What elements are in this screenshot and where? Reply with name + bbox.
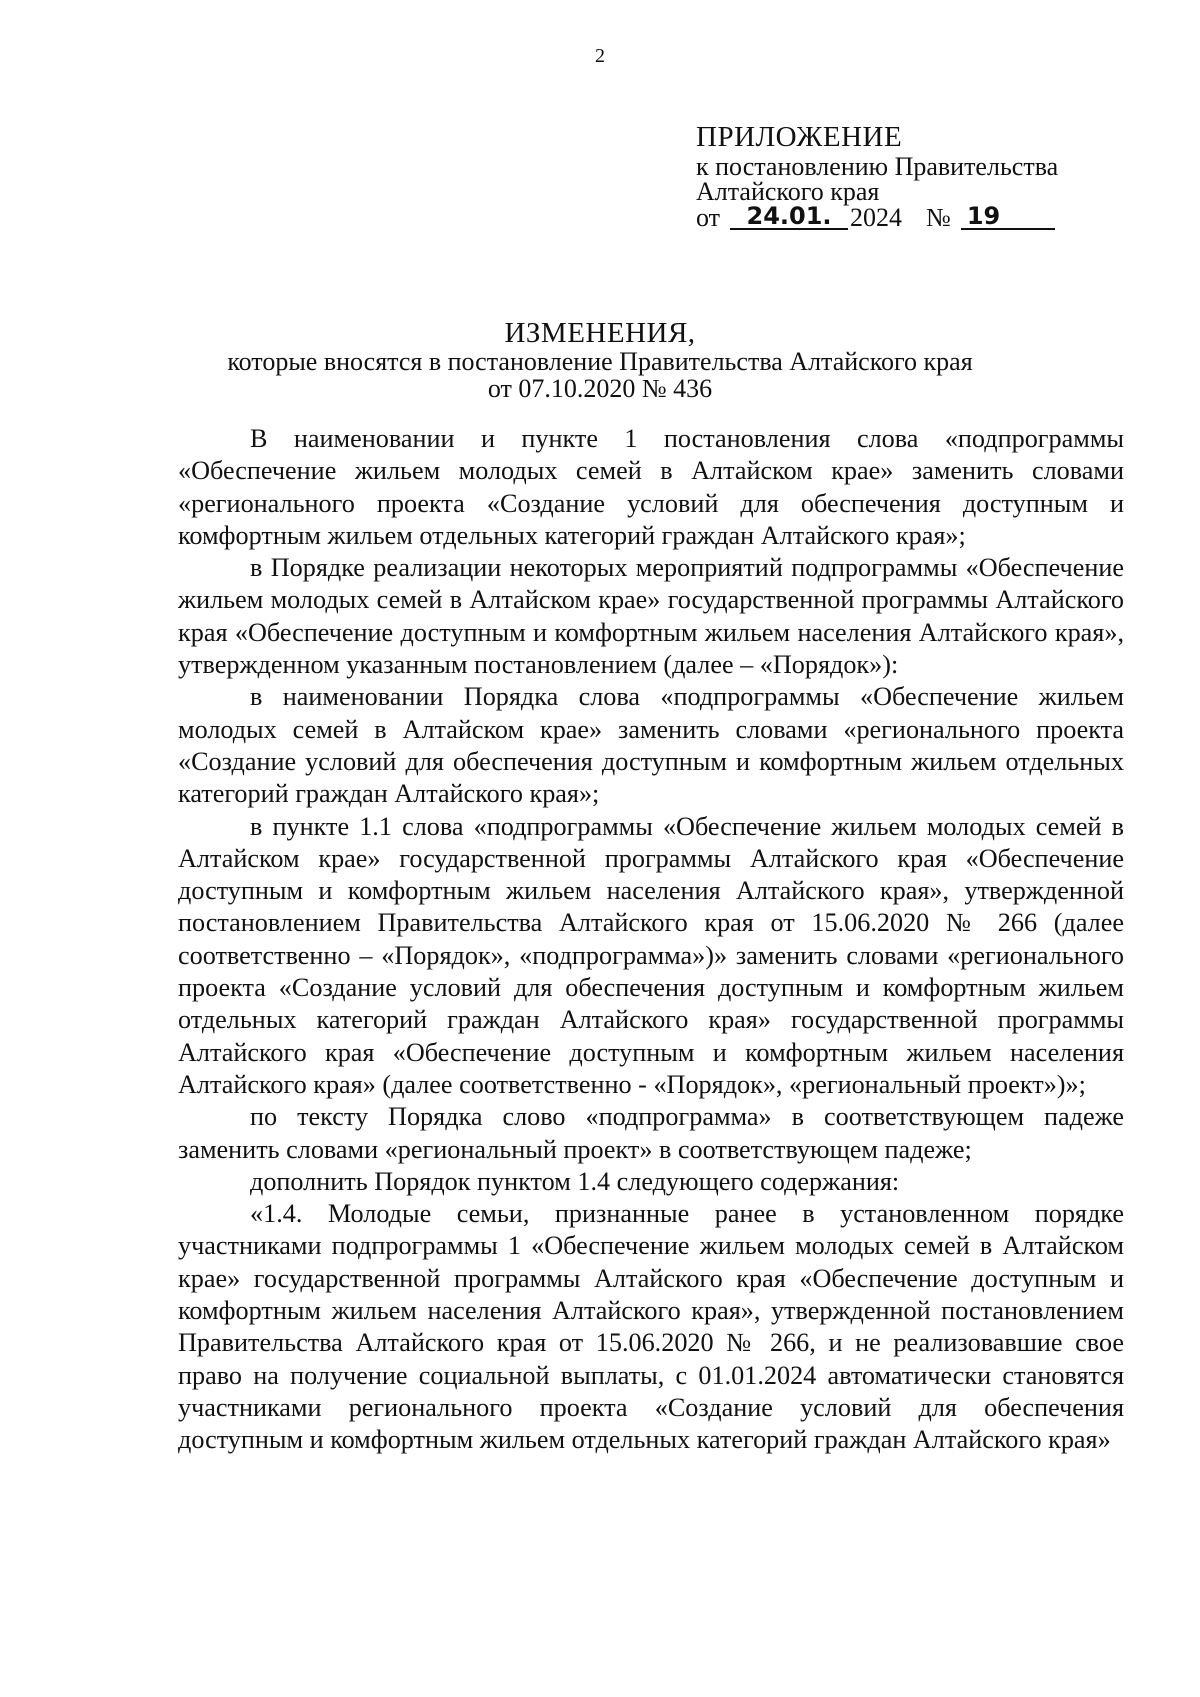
title-date-number: от 07.10.2020 № 436 bbox=[487, 374, 713, 403]
appendix-line-2: Алтайского края bbox=[696, 177, 880, 206]
page-number: 2 bbox=[595, 45, 605, 67]
date-prefix: от bbox=[696, 203, 721, 232]
date-year: 2024 bbox=[850, 203, 903, 232]
paragraph: в Порядке реализации некоторых мероприятий подпрограммы «Обеспечение жильем молодых семей в Алтайском крае» государственной программы Алтайского края «Обеспечение доступным и комфортным жильем населения Алтайского края», утвержденном указанным постановлением (далее – «Порядок»): bbox=[178, 553, 1124, 680]
title-main: ИЗМЕНЕНИЯ, bbox=[504, 317, 696, 349]
number-sign: № bbox=[926, 203, 951, 232]
appendix-line-1: к постановлению Правительства bbox=[696, 152, 1059, 181]
paragraph: В наименовании и пункте 1 постановления слова «подпрограммы «Обеспечение жильем молодых семей в Алтайском крае» заменить словами «регионального проекта «Создание условий для обеспечения доступным и комфортным жильем отдельных категорий граждан Алтайского края»; bbox=[178, 424, 1124, 550]
document-body bbox=[178, 423, 1124, 1457]
paragraph: в пункте 1.1 слова «подпрограммы «Обеспечение жильем молодых семей в Алтайском крае» государственной программы Алтайского края «Обеспечение доступным и комфортным жильем населения Алтайского края», утвержденной постановлением Правительства Алтайского края от 15.06.2020 № 266 (далее соответственно – «Порядок», «подпрограмма»)» заменить словами «регионального проекта «Создание условий для обеспечения доступным и комфортным жильем отдельных категорий граждан Алтайского края» государственной программы Алтайского края «Обеспечение доступным и комфортным жильем населения Алтайского края» (далее соответственно - «Порядок», «региональный проект»)»; bbox=[178, 811, 1124, 1099]
title-subtitle: которые вносятся в постановление Правительства Алтайского края bbox=[227, 347, 973, 376]
appendix-reference-row bbox=[696, 204, 1116, 230]
paragraph: по тексту Порядка слово «подпрограмма» в соответствующем падеже заменить словами «региональный проект» в соответствующем падеже; bbox=[178, 1102, 1124, 1164]
appendix-heading: ПРИЛОЖЕНИЕ bbox=[696, 121, 903, 153]
document-title bbox=[0, 318, 1200, 402]
paragraph: «1.4. Молодые семьи, признанные ранее в установленном порядке участниками подпрограммы 1 «Обеспечение жильем молодых семей в Алтайском крае» государственной программы Алтайского края «Обеспечение доступным и комфортным жильем населения Алтайского края», утвержденной постановлением Правительства Алтайского края от 15.06.2020 № 266, и не реализовавшие свое право на получение социальной выплаты, с 01.01.2024 автоматически становятся участниками регионального проекта «Создание условий для обеспечения доступным и комфортным жильем отдельных категорий граждан Алтайского края» bbox=[178, 1199, 1124, 1455]
handwritten-number: 19 bbox=[961, 204, 1055, 230]
handwritten-date: 24.01. bbox=[730, 204, 848, 230]
paragraph: в наименовании Порядка слова «подпрограммы «Обеспечение жильем молодых семей в Алтайском крае» заменить словами «регионального проекта «Создание условий для обеспечения доступным и комфортным жильем отдельных категорий граждан Алтайского края»; bbox=[178, 682, 1124, 809]
paragraph: дополнить Порядок пунктом 1.4 следующего содержания: bbox=[250, 1166, 900, 1196]
appendix-block bbox=[696, 120, 1116, 230]
